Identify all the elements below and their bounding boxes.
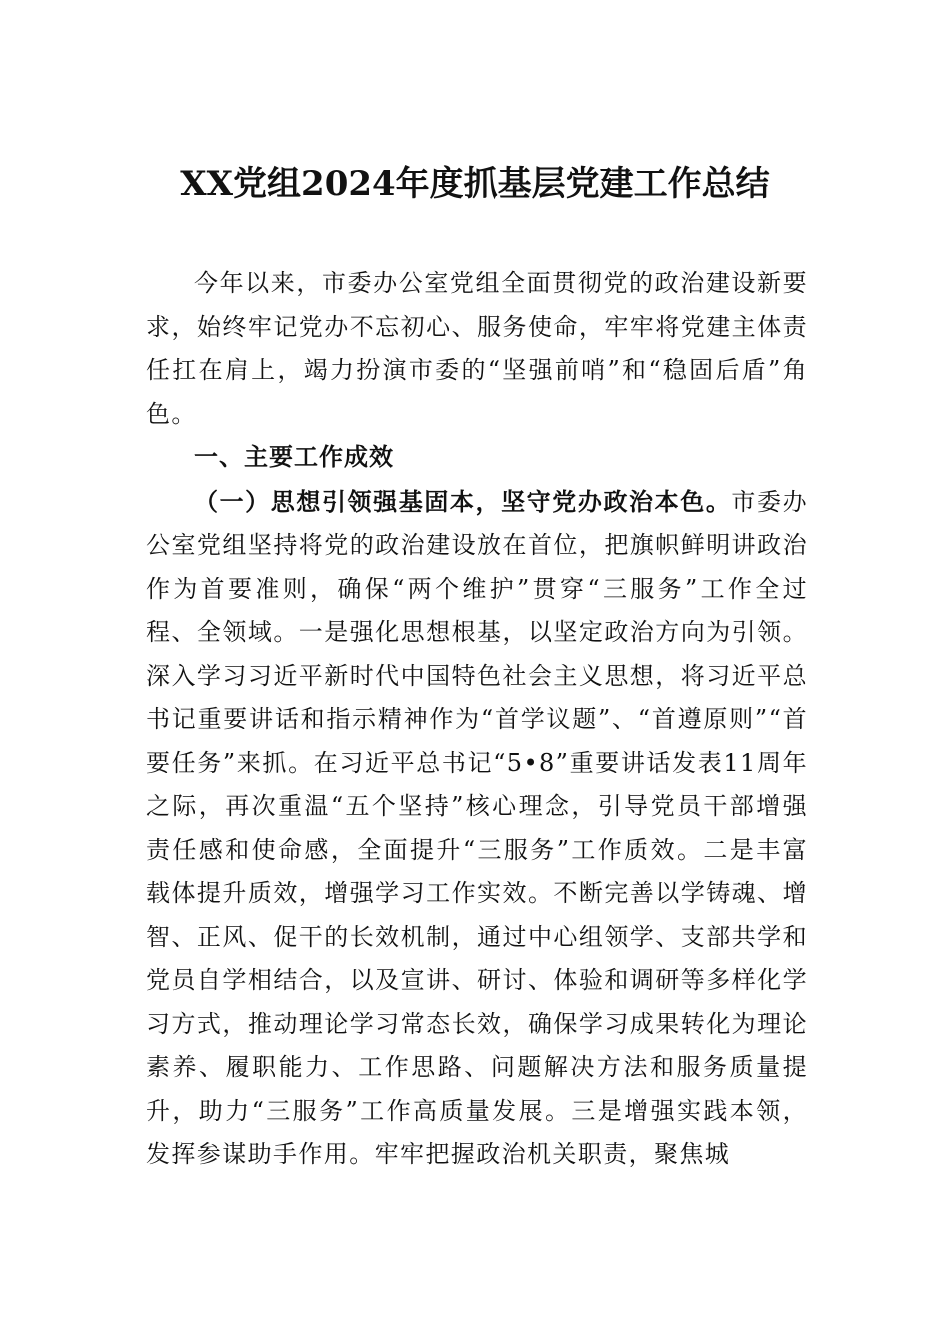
document-body [146, 262, 808, 1177]
document-title: XX党组2024年度抓基层党建工作总结 [180, 164, 770, 204]
intro-paragraph: 今年以来，市委办公室党组全面贯彻党的政治建设新要求，始终牢记党办不忘初心、服务使命，牢牢将党建主体责任扛在肩上，竭力扮演市委的“坚强前哨”和“稳固后盾”角色。 [146, 269, 808, 428]
subsection-body: 市委办公室党组坚持将党的政治建设放在首位，把旗帜鲜明讲政治作为首要准则，确保“两个维护”贯穿“三服务”工作全过程、全领域。一是强化思想根基，以坚定政治方向为引领。深入学习习近平新时代中国特色社会主义思想，将习近平总书记重要讲话和指示精神作为“首学议题”、“首遵原则”“首要任务”来抓。在习近平总书记“5•8”重要讲话发表11周年之际，再次重温“五个坚持”核心理念，引导党员干部增强责任感和使命感，全面提升“三服务”工作质效。二是丰富载体提升质效，增强学习工作实效。不断完善以学铸魂、增智、正风、促干的长效机制，通过中心组领学、支部共学和党员自学相结合，以及宣讲、研讨、体验和调研等多样化学习方式，推动理论学习常态长效，确保学习成果转化为理论素养、履职能力、工作思路、问题解决方法和服务质量提升，助力“三服务”工作高质量发展。三是增强实践本领，发挥参谋助手作用。牢牢把握政治机关职责，聚焦城 [146, 487, 809, 1168]
section-heading: 一、主要工作成效 [194, 443, 394, 471]
subsection-lead: （一）思想引领强基固本，坚守党办政治本色。 [194, 486, 732, 516]
subsection-paragraph [146, 480, 808, 1177]
